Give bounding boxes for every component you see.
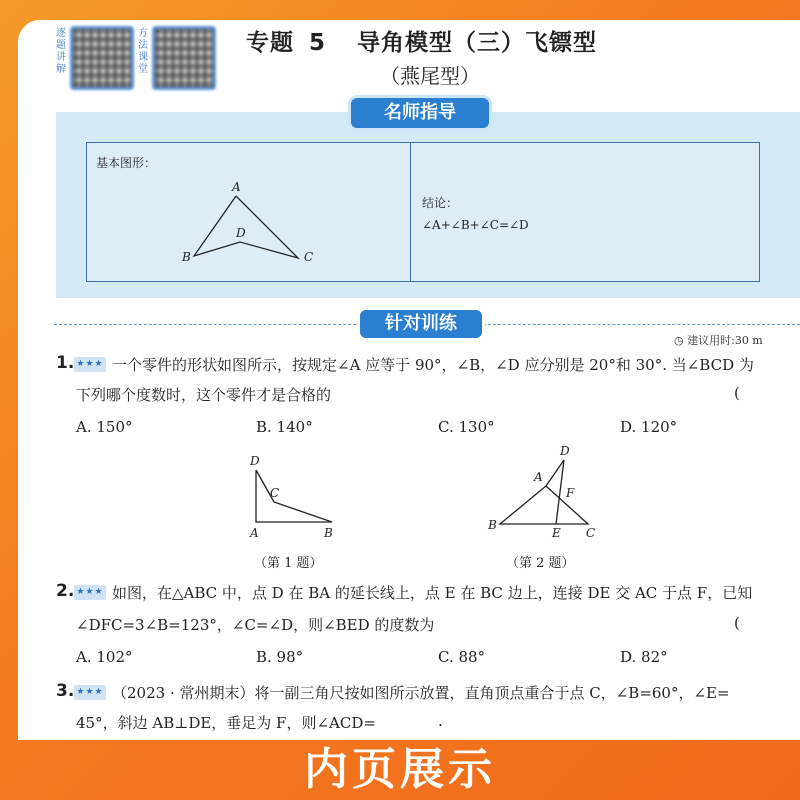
figure-1-caption: （第 1 题） — [254, 556, 323, 571]
question-3-number: 3. — [56, 681, 75, 701]
question-3-line-2: 45°，斜边 AB⊥DE，垂足为 F，则∠ACD= — [76, 714, 376, 732]
title-number: 5 — [309, 30, 327, 56]
question-1-number: 1. — [56, 353, 75, 373]
question-2-stars: ★★★ — [74, 585, 106, 600]
question-1-option-d[interactable]: D. 120° — [620, 418, 678, 436]
question-1-option-b[interactable]: B. 140° — [256, 418, 313, 436]
fig1-point-b: B — [324, 526, 333, 540]
point-c: C — [304, 250, 314, 264]
question-3-tail: . — [438, 712, 443, 730]
point-a: A — [232, 180, 241, 194]
title-text: 导角模型（三）飞镖型 — [357, 30, 598, 56]
question-1-stars: ★★★ — [74, 357, 106, 372]
fig1-point-c: C — [270, 486, 280, 500]
title-prefix: 专题 — [246, 30, 294, 56]
fig2-point-d: D — [560, 444, 570, 458]
point-d: D — [236, 226, 246, 240]
question-1-option-c[interactable]: C. 130° — [438, 418, 495, 436]
question-1-option-a[interactable]: A. 150° — [76, 418, 133, 436]
fig2-point-b: B — [488, 518, 497, 532]
question-1-answer-paren: ( — [734, 384, 740, 402]
question-1-line-2: 下列哪个度数时，这个零件才是合格的 — [76, 386, 332, 404]
guide-tab: 名师指导 — [351, 98, 489, 128]
fig2-point-c: C — [586, 526, 596, 540]
question-2-line-1: 如图，在△ABC 中，点 D 在 BA 的延长线上，点 E 在 BC 边上，连接 DE 交 AC 于点 F，已知 — [112, 584, 753, 602]
conclusion-formula: ∠A+∠B+∠C=∠D — [422, 218, 529, 232]
question-2-option-a[interactable]: A. 102° — [76, 648, 133, 666]
time-note: ◷ 建议用时:30 m — [674, 334, 763, 347]
question-2-number: 2. — [56, 581, 75, 601]
qr-label-method: 方法课堂 — [138, 28, 148, 75]
question-3-stars: ★★★ — [74, 685, 106, 700]
fig2-point-a: A — [534, 470, 543, 484]
fig1-point-d: D — [250, 454, 260, 468]
question-2-option-c[interactable]: C. 88° — [438, 648, 486, 666]
fig1-point-a: A — [250, 526, 259, 540]
question-1-line-1: 一个零件的形状如图所示，按规定∠A 应等于 90°，∠B，∠D 应分别是 20°和 30°. 当∠BCD 为 — [112, 356, 754, 374]
question-2-line-2: ∠DFC=3∠B=123°，∠C=∠D，则∠BED 的度数为 — [76, 616, 435, 634]
question-2-answer-paren: ( — [734, 614, 740, 632]
qr-label-explain: 逐题讲解 — [56, 28, 66, 75]
conclusion-label: 结论： — [422, 196, 459, 210]
training-tab: 针对训练 — [360, 310, 482, 338]
question-2-option-d[interactable]: D. 82° — [620, 648, 668, 666]
question-3-line-1: （2023 · 常州期末）将一副三角尺按如图所示放置，直角顶点重合于点 C，∠B=60°，∠E= — [112, 684, 730, 702]
figure-2-caption: （第 2 题） — [506, 556, 575, 571]
bottom-banner: 内页展示 — [304, 744, 496, 795]
fig2-point-f: F — [566, 486, 575, 500]
time-note-text: 建议用时:30 m — [687, 334, 763, 347]
basic-figure-label: 基本图形： — [96, 156, 157, 170]
point-b: B — [182, 250, 191, 264]
fig2-point-e: E — [552, 526, 561, 540]
question-2-option-b[interactable]: B. 98° — [256, 648, 304, 666]
figure-2-triangle — [500, 486, 588, 524]
page-subtitle: （燕尾型） — [380, 64, 480, 88]
book-page — [18, 20, 800, 740]
